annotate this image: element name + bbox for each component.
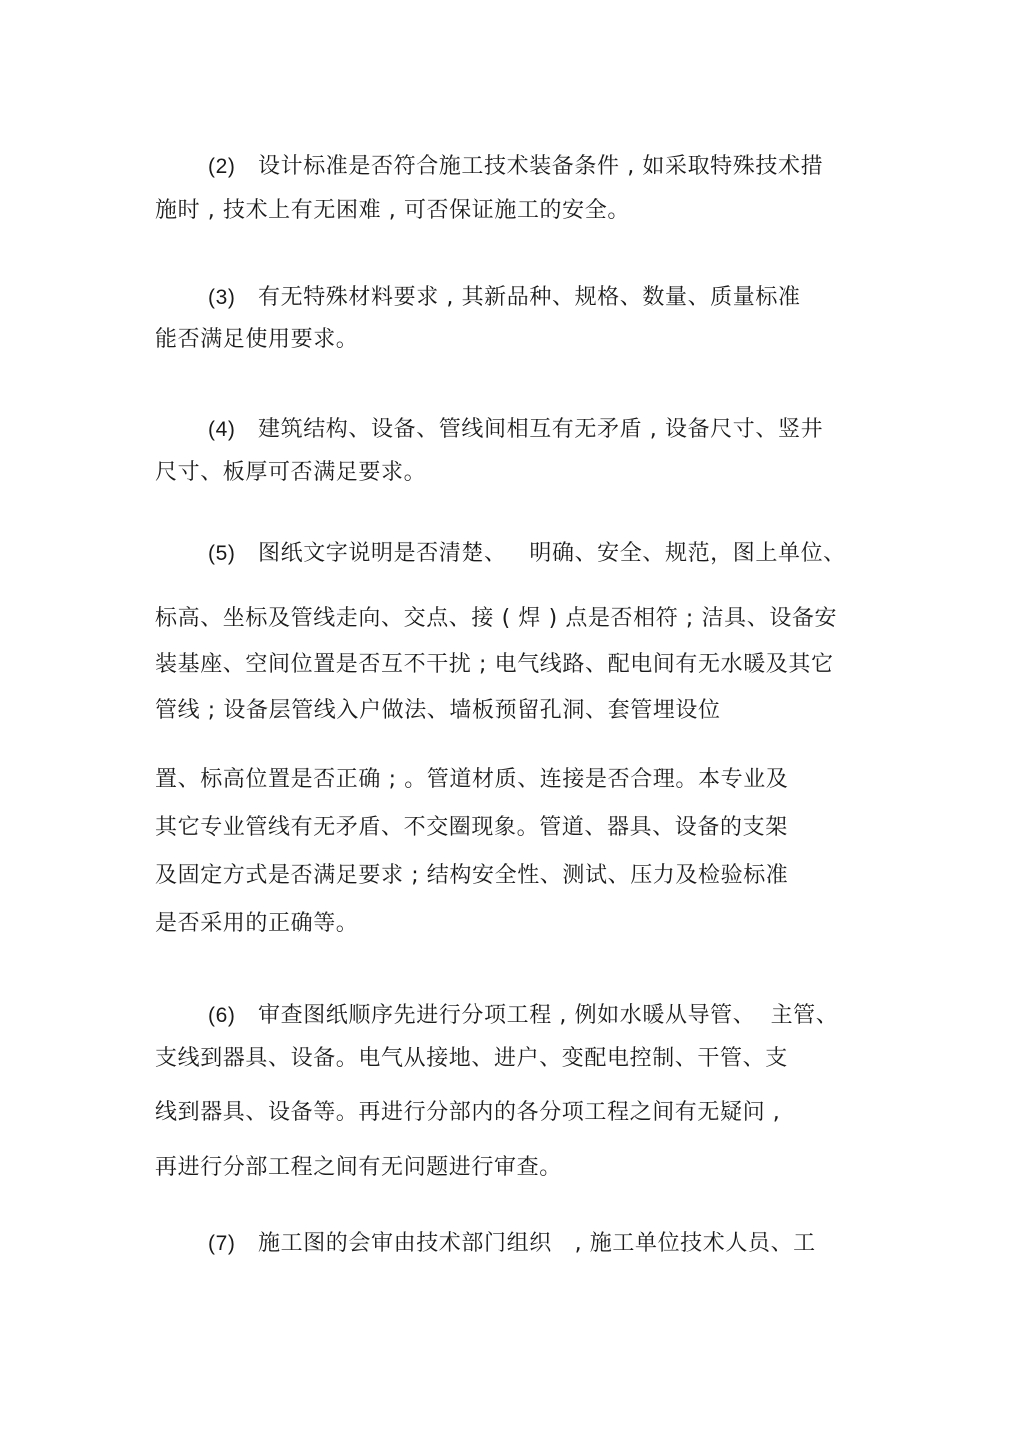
paragraph-number: (4) — [208, 418, 236, 441]
paragraph-text: 建筑结构、设备、管线间相互有无矛盾 , 设备尺寸、竖井 — [258, 417, 824, 442]
paragraph-number: (5) — [208, 542, 236, 565]
paragraph-4-line-2: 尺寸、板厚可否满足要求。 — [155, 460, 427, 485]
paragraph-5-line-6: 其它专业管线有无矛盾、不交圈现象。管道、器具、设备的支架 — [155, 815, 788, 840]
paragraph-text: 有无特殊材料要求 , 其新品种、规格、数量、质量标准 — [258, 285, 801, 310]
paragraph-6-line-2: 支线到器具、设备。电气从接地、进户、变配电控制、干管、支 — [155, 1046, 788, 1071]
paragraph-3-line-1 — [208, 284, 801, 312]
paragraph-2-line-2: 施时 , 技术上有无困难 , 可否保证施工的安全。 — [155, 198, 630, 223]
paragraph-3-line-2: 能否满足使用要求。 — [155, 327, 359, 352]
paragraph-number: (6) — [208, 1004, 236, 1027]
paragraph-5-line-8: 是否采用的正确等。 — [155, 911, 359, 936]
paragraph-text: 审查图纸顺序先进行分项工程 , 例如水暖从导管、 主管、 — [258, 1003, 839, 1028]
paragraph-text: 图纸文字说明是否清楚、 明确、安全、规范，图上单位、 — [258, 541, 846, 566]
paragraph-6-line-3: 线到器具、设备等。再进行分部内的各分项工程之间有无疑问 , — [155, 1100, 781, 1125]
paragraph-4-line-1 — [208, 416, 823, 444]
paragraph-5-line-4: 管线 ; 设备层管线入户做法、墙板预留孔洞、套管埋设位 — [155, 698, 721, 723]
paragraph-text: 设计标准是否符合施工技术装备条件 , 如采取特殊技术措 — [258, 154, 824, 179]
paragraph-2-line-1 — [208, 153, 823, 181]
paragraph-5-line-5: 置、标高位置是否正确 ; 。管道材质、连接是否合理。本专业及 — [155, 767, 789, 792]
paragraph-5-line-2: 标高、坐标及管线走向、交点、接 ( 焊 ) 点是否相符 ; 洁具、设备安 — [155, 606, 838, 631]
paragraph-number: (2) — [208, 155, 236, 178]
paragraph-6-line-1 — [208, 1002, 838, 1030]
paragraph-5-line-1 — [208, 540, 846, 568]
paragraph-text: 施工图的会审由技术部门组织 , 施工单位技术人员、工 — [258, 1231, 816, 1256]
paragraph-5-line-7: 及固定方式是否满足要求 ; 结构安全性、测试、压力及检验标准 — [155, 863, 789, 888]
paragraph-number: (3) — [208, 286, 236, 309]
paragraph-7-line-1 — [208, 1230, 816, 1258]
paragraph-number: (7) — [208, 1232, 236, 1255]
paragraph-5-line-3: 装基座、空间位置是否互不干扰 ; 电气线路、配电间有无水暖及其它 — [155, 652, 834, 677]
paragraph-6-line-4: 再进行分部工程之间有无问题进行审查。 — [155, 1155, 562, 1180]
